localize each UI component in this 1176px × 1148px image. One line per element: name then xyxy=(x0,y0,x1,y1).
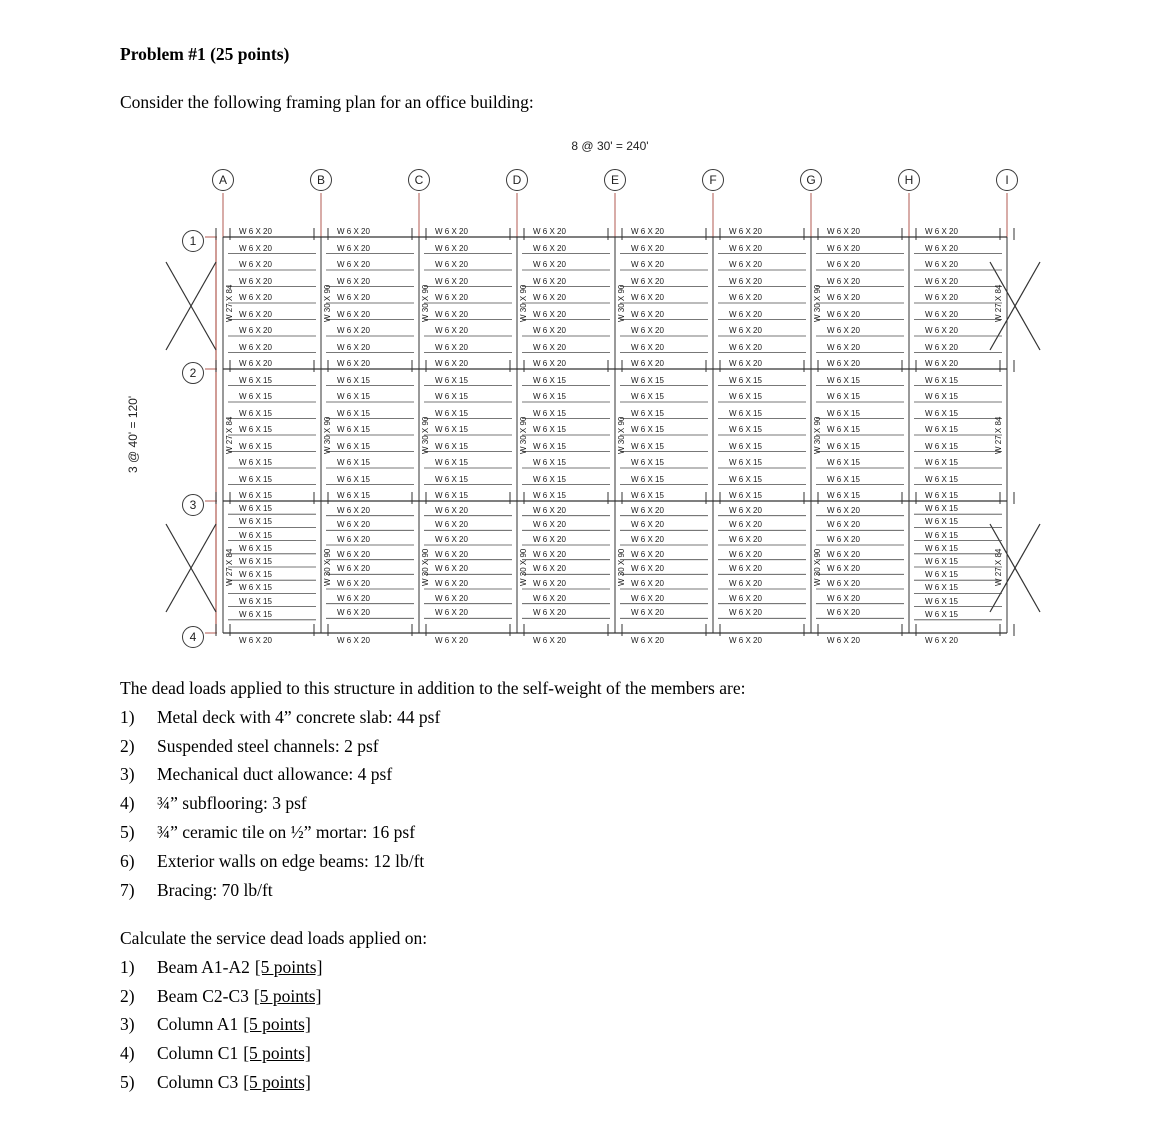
beam-label: W 6 X 15 xyxy=(925,543,958,553)
beam-label: W 6 X 15 xyxy=(337,425,370,434)
beam-label: W 6 X 20 xyxy=(337,293,370,302)
beam-label: W 6 X 15 xyxy=(337,458,370,467)
item-text: Beam A1-A2 xyxy=(157,956,250,977)
item-points: [5 points] xyxy=(253,985,322,1006)
beam-label: W 6 X 15 xyxy=(533,441,566,451)
dead-load-item xyxy=(120,789,1060,818)
beam-label: W 6 X 20 xyxy=(337,593,370,603)
beam-label: W 6 X 20 xyxy=(925,243,958,253)
beam-label: W 6 X 20 xyxy=(533,520,566,530)
beam-label: W 6 X 15 xyxy=(827,474,860,484)
beam-label: W 6 X 20 xyxy=(435,549,468,559)
beam-label: W 6 X 20 xyxy=(239,359,272,368)
beam-label: W 6 X 15 xyxy=(337,392,370,401)
beam-label: W 6 X 20 xyxy=(533,243,566,253)
beam-label: W 6 X 15 xyxy=(435,441,468,451)
beam-label: W 6 X 20 xyxy=(729,593,762,603)
beam-label: W 6 X 15 xyxy=(729,375,762,385)
beam-label: W 6 X 20 xyxy=(435,227,468,236)
item-text: Column A1 xyxy=(157,1014,239,1035)
beam-label: W 6 X 15 xyxy=(239,375,272,385)
beam-label: W 6 X 20 xyxy=(925,636,958,645)
beam-label: W 6 X 20 xyxy=(533,260,566,269)
beam-label: W 6 X 20 xyxy=(337,359,370,368)
beam-label: W 6 X 20 xyxy=(631,564,664,574)
beam-label: W 6 X 15 xyxy=(239,609,272,619)
beam-label: W 6 X 20 xyxy=(435,326,468,335)
dead-loads-heading: The dead loads applied to this structure in addition to the self-weight of the members are: xyxy=(120,678,746,698)
beam-label: W 6 X 15 xyxy=(337,474,370,484)
beam-label: W 6 X 15 xyxy=(435,408,468,418)
item-text: Suspended steel channels: 2 psf xyxy=(157,735,379,756)
item-text: Bracing: 70 lb/ft xyxy=(157,879,273,900)
beam-label: W 6 X 15 xyxy=(631,392,664,401)
girder-label: W 30 X 90 xyxy=(323,548,332,586)
beam-label: W 6 X 20 xyxy=(239,276,272,286)
grid-bubble-col-E: E xyxy=(604,169,626,191)
beam-label: W 6 X 20 xyxy=(729,505,762,515)
girder-label: W 30 X 90 xyxy=(323,284,332,322)
beam-label: W 6 X 20 xyxy=(729,293,762,302)
beam-label: W 6 X 15 xyxy=(631,408,664,418)
beam-label: W 6 X 15 xyxy=(925,392,958,401)
beam-label: W 6 X 20 xyxy=(239,309,272,319)
beam-label: W 6 X 15 xyxy=(925,504,958,514)
beam-label: W 6 X 20 xyxy=(631,276,664,286)
item-text: Beam C2-C3 xyxy=(157,985,249,1006)
item-number: 2) xyxy=(120,985,135,1006)
calculation-item xyxy=(120,1068,1060,1097)
beam-label: W 6 X 20 xyxy=(337,520,370,530)
beam-label: W 6 X 15 xyxy=(925,570,958,580)
beam-label: W 6 X 20 xyxy=(435,608,468,618)
beam-label: W 6 X 15 xyxy=(827,425,860,434)
beam-label: W 6 X 20 xyxy=(729,535,762,544)
beam-label: W 6 X 20 xyxy=(239,636,272,645)
girder-label: W 27 X 84 xyxy=(994,416,1003,454)
dead-load-item xyxy=(120,876,1060,905)
grid-bubble-row-2: 2 xyxy=(182,362,204,384)
beam-label: W 6 X 20 xyxy=(925,326,958,335)
beam-label: W 6 X 20 xyxy=(729,243,762,253)
beam-label: W 6 X 20 xyxy=(631,579,664,588)
beam-label: W 6 X 20 xyxy=(631,535,664,544)
beam-label: W 6 X 15 xyxy=(533,425,566,434)
girder-label: W 30 X 90 xyxy=(323,416,332,454)
calculations-section xyxy=(120,924,1060,1097)
beam-label: W 6 X 15 xyxy=(337,491,370,500)
beam-label: W 6 X 15 xyxy=(827,408,860,418)
beam-label: W 6 X 20 xyxy=(435,593,468,603)
beam-label: W 6 X 20 xyxy=(827,564,860,574)
beam-label: W 6 X 20 xyxy=(435,293,468,302)
beam-label: W 6 X 15 xyxy=(925,596,958,606)
beam-label: W 6 X 15 xyxy=(435,425,468,434)
beam-label: W 6 X 20 xyxy=(337,309,370,319)
dead-load-item xyxy=(120,732,1060,761)
beam-label: W 6 X 20 xyxy=(631,309,664,319)
grid-bubble-col-C: C xyxy=(408,169,430,191)
beam-label: W 6 X 15 xyxy=(631,474,664,484)
item-text: Column C1 xyxy=(157,1043,239,1064)
beam-label: W 6 X 20 xyxy=(729,260,762,269)
beam-label: W 6 X 15 xyxy=(239,491,272,500)
beam-label: W 6 X 20 xyxy=(925,276,958,286)
item-text: Column C3 xyxy=(157,1071,239,1092)
beam-label: W 6 X 20 xyxy=(533,564,566,574)
beam-label: W 6 X 20 xyxy=(533,535,566,544)
item-number: 7) xyxy=(120,879,135,900)
beam-label: W 6 X 20 xyxy=(337,342,370,352)
item-number: 1) xyxy=(120,706,135,727)
girder-label: W 30 X 90 xyxy=(421,284,430,322)
beam-label: W 6 X 20 xyxy=(729,608,762,618)
item-number: 1) xyxy=(120,956,135,977)
beam-label: W 6 X 15 xyxy=(827,392,860,401)
beam-label: W 6 X 20 xyxy=(631,227,664,236)
beam-label: W 6 X 15 xyxy=(239,517,272,527)
calculation-item xyxy=(120,1039,1060,1068)
beam-label: W 6 X 15 xyxy=(631,458,664,467)
beam-label: W 6 X 20 xyxy=(239,260,272,269)
grid-bubble-col-B: B xyxy=(310,169,332,191)
calculation-item xyxy=(120,953,1060,982)
beam-label: W 6 X 20 xyxy=(435,243,468,253)
beam-label: W 6 X 20 xyxy=(533,636,566,645)
beam-label: W 6 X 15 xyxy=(729,392,762,401)
beam-label: W 6 X 20 xyxy=(435,260,468,269)
beam-label: W 6 X 20 xyxy=(533,227,566,236)
beam-label: W 6 X 20 xyxy=(827,593,860,603)
beam-label: W 6 X 15 xyxy=(827,441,860,451)
beam-label: W 6 X 20 xyxy=(533,309,566,319)
top-dimension-label: 8 @ 30' = 240' xyxy=(571,139,649,153)
intro-text: Consider the following framing plan for an office building: xyxy=(120,92,534,112)
beam-label: W 6 X 15 xyxy=(239,441,272,451)
beam-label: W 6 X 15 xyxy=(337,375,370,385)
beam-label: W 6 X 20 xyxy=(827,579,860,588)
grid-bubble-col-I: I xyxy=(996,169,1018,191)
beam-label: W 6 X 20 xyxy=(827,608,860,618)
beam-label: W 6 X 20 xyxy=(631,520,664,530)
beam-label: W 6 X 20 xyxy=(827,326,860,335)
beam-label: W 6 X 20 xyxy=(631,342,664,352)
beam-label: W 6 X 20 xyxy=(239,293,272,302)
beam-label: W 6 X 20 xyxy=(337,579,370,588)
beam-label: W 6 X 20 xyxy=(827,309,860,319)
beam-label: W 6 X 20 xyxy=(337,326,370,335)
beam-label: W 6 X 20 xyxy=(435,535,468,544)
beam-label: W 6 X 20 xyxy=(729,564,762,574)
girder-label: W 27 X 84 xyxy=(225,548,234,586)
beam-label: W 6 X 20 xyxy=(533,342,566,352)
item-number: 6) xyxy=(120,850,135,871)
beam-label: W 6 X 15 xyxy=(925,408,958,418)
girder-label: W 30 X 90 xyxy=(421,548,430,586)
girder-label: W 30 X 90 xyxy=(617,284,626,322)
beam-label: W 6 X 15 xyxy=(239,596,272,606)
beam-label: W 6 X 15 xyxy=(729,491,762,500)
beam-label: W 6 X 15 xyxy=(925,441,958,451)
beam-label: W 6 X 15 xyxy=(239,583,272,593)
beam-label: W 6 X 15 xyxy=(435,474,468,484)
beam-label: W 6 X 20 xyxy=(827,505,860,515)
dead-load-item xyxy=(120,847,1060,876)
item-points: [5 points] xyxy=(243,1043,311,1064)
beam-label: W 6 X 15 xyxy=(729,425,762,434)
beam-label: W 6 X 15 xyxy=(729,458,762,467)
beam-label: W 6 X 15 xyxy=(827,458,860,467)
beam-label: W 6 X 20 xyxy=(239,342,272,352)
beam-label: W 6 X 20 xyxy=(337,227,370,236)
item-text: Exterior walls on edge beams: 12 lb/ft xyxy=(157,850,425,871)
beam-label: W 6 X 20 xyxy=(239,243,272,253)
beam-label: W 6 X 20 xyxy=(533,579,566,588)
item-number: 3) xyxy=(120,1014,135,1035)
beam-label: W 6 X 20 xyxy=(337,535,370,544)
problem-title: Problem #1 (25 points) xyxy=(120,44,290,64)
beam-label: W 6 X 15 xyxy=(925,375,958,385)
beam-label: W 6 X 20 xyxy=(729,359,762,368)
beam-label: W 6 X 20 xyxy=(533,608,566,618)
grid-bubble-row-1: 1 xyxy=(182,230,204,252)
beam-label: W 6 X 20 xyxy=(435,520,468,530)
beam-label: W 6 X 20 xyxy=(729,276,762,286)
beam-label: W 6 X 20 xyxy=(435,276,468,286)
item-number: 3) xyxy=(120,764,135,785)
dead-loads-section xyxy=(120,674,1060,904)
calculations-heading: Calculate the service dead loads applied on: xyxy=(120,928,428,948)
beam-label: W 6 X 20 xyxy=(827,342,860,352)
beam-label: W 6 X 20 xyxy=(533,293,566,302)
beam-label: W 6 X 15 xyxy=(239,543,272,553)
beam-label: W 6 X 20 xyxy=(533,359,566,368)
beam-label: W 6 X 20 xyxy=(337,276,370,286)
beam-label: W 6 X 20 xyxy=(827,276,860,286)
item-number: 5) xyxy=(120,1071,135,1092)
beam-label: W 6 X 20 xyxy=(533,549,566,559)
beam-label: W 6 X 20 xyxy=(631,293,664,302)
grid-bubble-col-H: H xyxy=(898,169,920,191)
item-text: Metal deck with 4” concrete slab: 44 psf xyxy=(157,706,441,727)
beam-label: W 6 X 20 xyxy=(435,359,468,368)
beam-label: W 6 X 20 xyxy=(729,342,762,352)
beam-label: W 6 X 20 xyxy=(729,309,762,319)
beam-label: W 6 X 15 xyxy=(533,458,566,467)
girder-label: W 30 X 90 xyxy=(813,548,822,586)
beam-label: W 6 X 20 xyxy=(435,564,468,574)
beam-label: W 6 X 20 xyxy=(239,227,272,236)
beam-label: W 6 X 15 xyxy=(239,474,272,484)
beam-label: W 6 X 20 xyxy=(435,636,468,645)
grid-bubble-col-G: G xyxy=(800,169,822,191)
beam-label: W 6 X 20 xyxy=(827,260,860,269)
beam-label: W 6 X 15 xyxy=(239,557,272,566)
beam-label: W 6 X 15 xyxy=(631,441,664,451)
beam-label: W 6 X 15 xyxy=(337,441,370,451)
beam-label: W 6 X 15 xyxy=(533,375,566,385)
dead-load-item xyxy=(120,818,1060,847)
beam-label: W 6 X 15 xyxy=(925,530,958,540)
beam-label: W 6 X 20 xyxy=(337,564,370,574)
item-points: [5 points] xyxy=(243,1071,311,1092)
beam-label: W 6 X 20 xyxy=(925,260,958,269)
beam-label: W 6 X 15 xyxy=(533,491,566,500)
beam-label: W 6 X 15 xyxy=(631,375,664,385)
beam-label: W 6 X 20 xyxy=(533,326,566,335)
beam-label: W 6 X 20 xyxy=(827,243,860,253)
beam-label: W 6 X 20 xyxy=(631,243,664,253)
girder-label: W 27 X 84 xyxy=(225,284,234,322)
beam-label: W 6 X 15 xyxy=(239,530,272,540)
beam-label: W 6 X 15 xyxy=(729,474,762,484)
beam-label: W 6 X 20 xyxy=(631,549,664,559)
beam-label: W 6 X 20 xyxy=(631,326,664,335)
beam-label: W 6 X 15 xyxy=(925,557,958,566)
beam-label: W 6 X 15 xyxy=(435,458,468,467)
beam-label: W 6 X 15 xyxy=(827,491,860,500)
dead-load-item xyxy=(120,703,1060,732)
beam-label: W 6 X 15 xyxy=(925,609,958,619)
beam-label: W 6 X 15 xyxy=(239,408,272,418)
beam-label: W 6 X 15 xyxy=(925,458,958,467)
beam-label: W 6 X 20 xyxy=(631,505,664,515)
beam-label: W 6 X 15 xyxy=(925,491,958,500)
beam-label: W 6 X 20 xyxy=(729,227,762,236)
item-points: [5 points] xyxy=(254,956,323,977)
beam-label: W 6 X 20 xyxy=(631,359,664,368)
beam-label: W 6 X 15 xyxy=(925,425,958,434)
beam-label: W 6 X 20 xyxy=(827,636,860,645)
beam-label: W 6 X 20 xyxy=(337,505,370,515)
beam-label: W 6 X 15 xyxy=(827,375,860,385)
dead-load-item xyxy=(120,760,1060,789)
girder-label: W 30 X 90 xyxy=(813,416,822,454)
beam-label: W 6 X 20 xyxy=(925,293,958,302)
grid-bubble-row-3: 3 xyxy=(182,494,204,516)
beam-label: W 6 X 20 xyxy=(631,260,664,269)
left-dimension-label: 3 @ 40' = 120' xyxy=(126,395,140,473)
item-number: 4) xyxy=(120,1043,135,1064)
girder-label: W 30 X 90 xyxy=(617,416,626,454)
beam-label: W 6 X 15 xyxy=(533,392,566,401)
beam-label: W 6 X 15 xyxy=(239,458,272,467)
beam-label: W 6 X 15 xyxy=(239,504,272,514)
beam-label: W 6 X 20 xyxy=(925,309,958,319)
beam-label: W 6 X 20 xyxy=(435,579,468,588)
beam-label: W 6 X 20 xyxy=(827,549,860,559)
beam-label: W 6 X 15 xyxy=(631,491,664,500)
beam-label: W 6 X 20 xyxy=(925,359,958,368)
item-text: Mechanical duct allowance: 4 psf xyxy=(157,764,393,785)
beam-label: W 6 X 20 xyxy=(729,549,762,559)
grid-bubble-row-4: 4 xyxy=(182,626,204,648)
beam-label: W 6 X 15 xyxy=(435,491,468,500)
grid-bubble-col-D: D xyxy=(506,169,528,191)
beam-label: W 6 X 20 xyxy=(631,593,664,603)
girder-label: W 30 X 90 xyxy=(813,284,822,322)
beam-label: W 6 X 20 xyxy=(435,342,468,352)
beam-label: W 6 X 15 xyxy=(631,425,664,434)
grid-bubble-col-A: A xyxy=(212,169,234,191)
beam-label: W 6 X 15 xyxy=(925,583,958,593)
beam-label: W 6 X 20 xyxy=(827,359,860,368)
beam-label: W 6 X 15 xyxy=(239,570,272,580)
beam-label: W 6 X 20 xyxy=(533,593,566,603)
beam-label: W 6 X 20 xyxy=(337,243,370,253)
beam-label: W 6 X 20 xyxy=(435,505,468,515)
girder-label: W 30 X 90 xyxy=(617,548,626,586)
item-number: 2) xyxy=(120,735,135,756)
beam-label: W 6 X 20 xyxy=(729,520,762,530)
beam-label: W 6 X 20 xyxy=(729,326,762,335)
beam-label: W 6 X 20 xyxy=(337,260,370,269)
beam-label: W 6 X 20 xyxy=(533,505,566,515)
beam-label: W 6 X 20 xyxy=(925,227,958,236)
beam-label: W 6 X 15 xyxy=(337,408,370,418)
calculation-item xyxy=(120,1010,1060,1039)
item-text: ¾” subflooring: 3 psf xyxy=(157,793,307,814)
beam-label: W 6 X 15 xyxy=(729,408,762,418)
beam-label: W 6 X 15 xyxy=(533,474,566,484)
item-number: 4) xyxy=(120,793,135,814)
beam-label: W 6 X 20 xyxy=(435,309,468,319)
beam-label: W 6 X 20 xyxy=(239,326,272,335)
girder-label: W 30 X 90 xyxy=(421,416,430,454)
beam-label: W 6 X 20 xyxy=(337,549,370,559)
beam-label: W 6 X 15 xyxy=(729,441,762,451)
beam-label: W 6 X 20 xyxy=(631,636,664,645)
beam-label: W 6 X 20 xyxy=(827,293,860,302)
beam-label: W 6 X 20 xyxy=(337,636,370,645)
beam-label: W 6 X 20 xyxy=(533,276,566,286)
beam-label: W 6 X 15 xyxy=(435,392,468,401)
beam-label: W 6 X 20 xyxy=(827,520,860,530)
beam-label: W 6 X 15 xyxy=(239,425,272,434)
beam-label: W 6 X 20 xyxy=(729,636,762,645)
girder-label: W 30 X 90 xyxy=(519,548,528,586)
beam-label: W 6 X 20 xyxy=(925,342,958,352)
girder-label: W 27 X 84 xyxy=(994,284,1003,322)
item-number: 5) xyxy=(120,821,135,842)
beam-label: W 6 X 15 xyxy=(239,392,272,401)
beam-label: W 6 X 15 xyxy=(925,474,958,484)
beam-label: W 6 X 20 xyxy=(631,608,664,618)
calculation-item xyxy=(120,982,1060,1011)
item-text: ¾” ceramic tile on ½” mortar: 16 psf xyxy=(157,821,416,842)
girder-label: W 30 X 90 xyxy=(519,416,528,454)
beam-label: W 6 X 15 xyxy=(435,375,468,385)
girder-label: W 27 X 84 xyxy=(225,416,234,454)
beam-label: W 6 X 15 xyxy=(925,517,958,527)
beam-label: W 6 X 15 xyxy=(533,408,566,418)
beam-label: W 6 X 20 xyxy=(337,608,370,618)
beam-label: W 6 X 20 xyxy=(729,579,762,588)
beam-label: W 6 X 20 xyxy=(827,535,860,544)
girder-label: W 27 X 84 xyxy=(994,548,1003,586)
item-points: [5 points] xyxy=(243,1014,311,1035)
girder-label: W 30 X 90 xyxy=(519,284,528,322)
beam-label: W 6 X 20 xyxy=(827,227,860,236)
grid-bubble-col-F: F xyxy=(702,169,724,191)
